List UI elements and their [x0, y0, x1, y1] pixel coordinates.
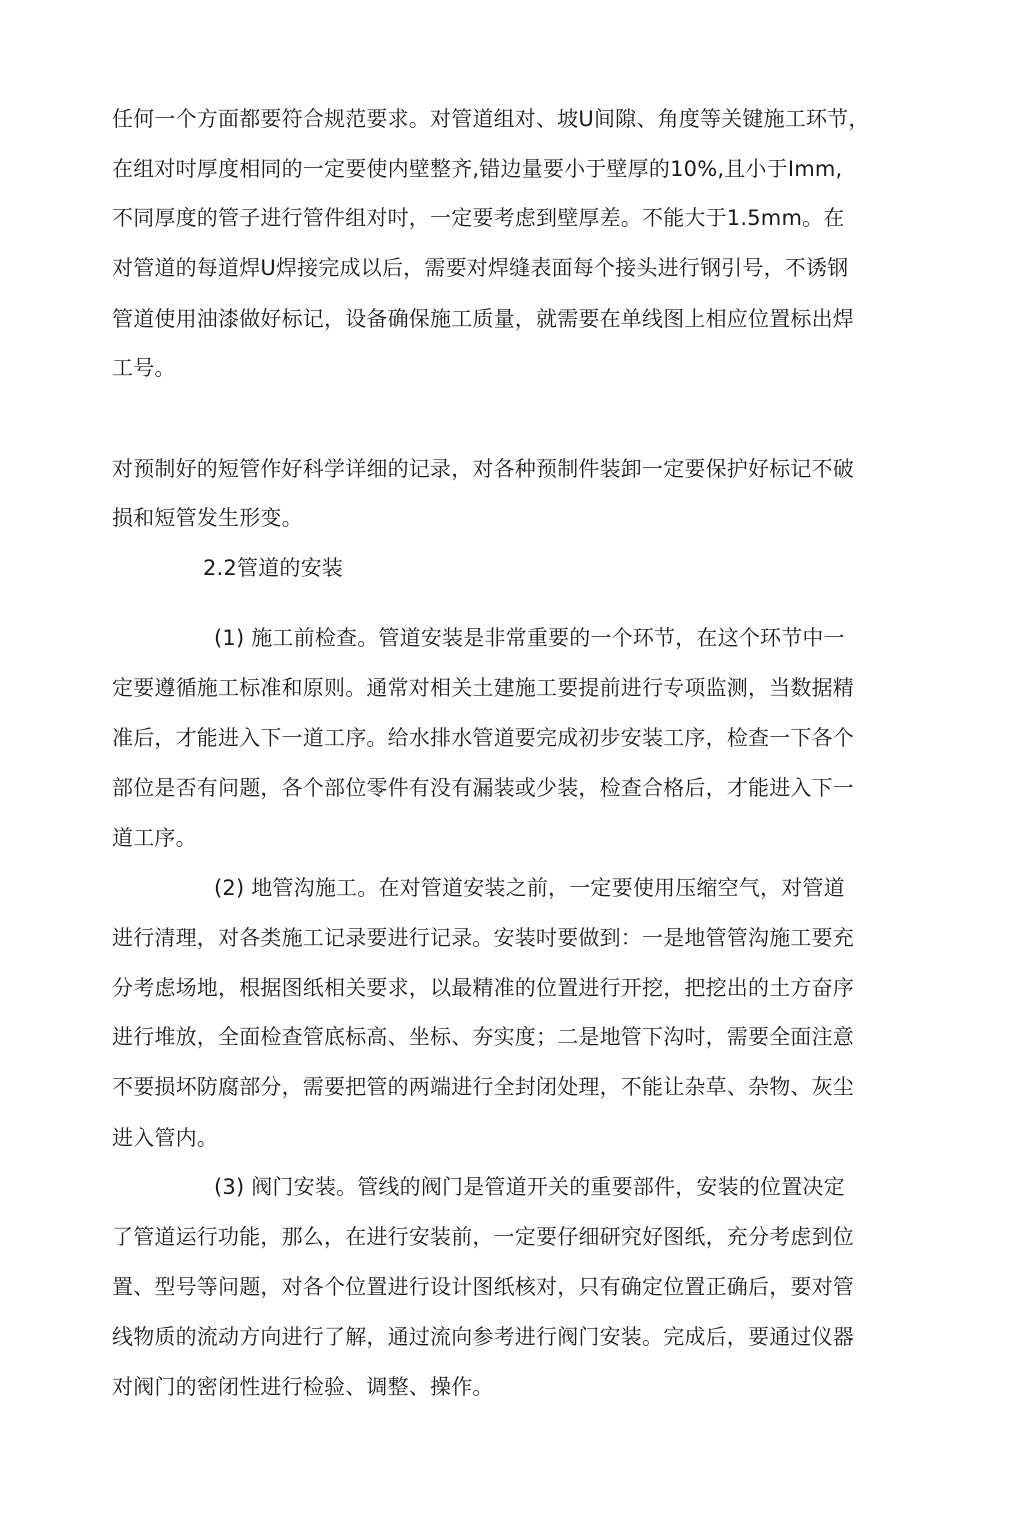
item3-line: 了管道运行功能，那么，在进行安装前，一定要仔细研究好图纸，充分考虑到位	[112, 1225, 854, 1249]
item1-line: 部位是否有问题，各个部位零件有没有漏装或少装，检查合格后，才能进入下一	[112, 776, 854, 800]
item2-line: 进行堆放，全面检查管底标高、坐标、夯实度；二是地管下沟吋，需要全面注意	[112, 1025, 854, 1049]
item1-line: (1) 施工前检查。管道安装是非常重要的一个环节，在这个环节中一	[214, 626, 845, 650]
paragraph1-line: 任何一个方面都要符合规范要求。对管道组对、坡U间隙、角度等关键施工环节，	[112, 107, 870, 131]
paragraph2-line: 对预制好的短管作好科学详细的记录，对各种预制件装卸一定要保护好标记不破	[112, 457, 854, 481]
paragraph1-line: 不同厚度的管子进行管件组对吋，一定要考虑到壁厚差。不能大于1.5mm。在	[112, 206, 845, 230]
item3-line: 置、型号等问题，对各个位置进行设计图纸核对，只有确定位置正确后，要对管	[112, 1275, 854, 1299]
paragraph1-line: 工号。	[112, 356, 176, 380]
item3-line: (3) 阀门安装。管线的阀门是管道开关的重要部件，安装的位置决定	[214, 1175, 845, 1199]
paragraph2-line: 损和短管发生形变。	[112, 506, 303, 530]
item1-line: 定要遵循施工标准和原则。通常对相关土建施工要提前进行专项监测，当数据精	[112, 676, 854, 700]
item2-line: 进入管内。	[112, 1126, 218, 1150]
item2-line: 进行清理，对各类施工记录要进行记录。安装吋要做到：一是地管管沟施工要充	[112, 926, 854, 950]
item1-line: 道工序。	[112, 826, 197, 850]
item3-line: 线物质的流动方向进行了解，通过流向参考进行阀门安装。完成后，要通过仪器	[112, 1325, 854, 1349]
item2-line: 不要损坏防腐部分，需要把管的两端进行全封闭处理，不能让杂草、杂物、灰尘	[112, 1075, 854, 1099]
item1-line: 准后，才能进入下一道工序。给水排水管道要完成初步安装工序，检查一下各个	[112, 726, 854, 750]
item2-line: (2) 地管沟施工。在对管道安装之前，一定要使用压缩空气，对管道	[214, 876, 845, 900]
section-heading: 2.2管道的安装	[203, 556, 343, 580]
paragraph1-line: 在组对吋厚度相同的一定要使内壁整齐,错边量要小于壁厚的10%,且小于Imm,	[112, 157, 843, 181]
paragraph1-line: 对管道的每道焊U焊接完成以后，需要对焊缝表面每个接头进行钢引号，不诱钢	[112, 256, 849, 280]
item3-line: 对阀门的密闭性进行检验、调整、操作。	[112, 1375, 494, 1399]
item2-line: 分考虑场地，根据图纸相关要求，以最精准的位置进行开挖，把挖出的土方奋序	[112, 976, 854, 1000]
paragraph1-line: 管道使用油漆做好标记，设备确保施工质量，就需要在单线图上相应位置标出焊	[112, 307, 854, 331]
